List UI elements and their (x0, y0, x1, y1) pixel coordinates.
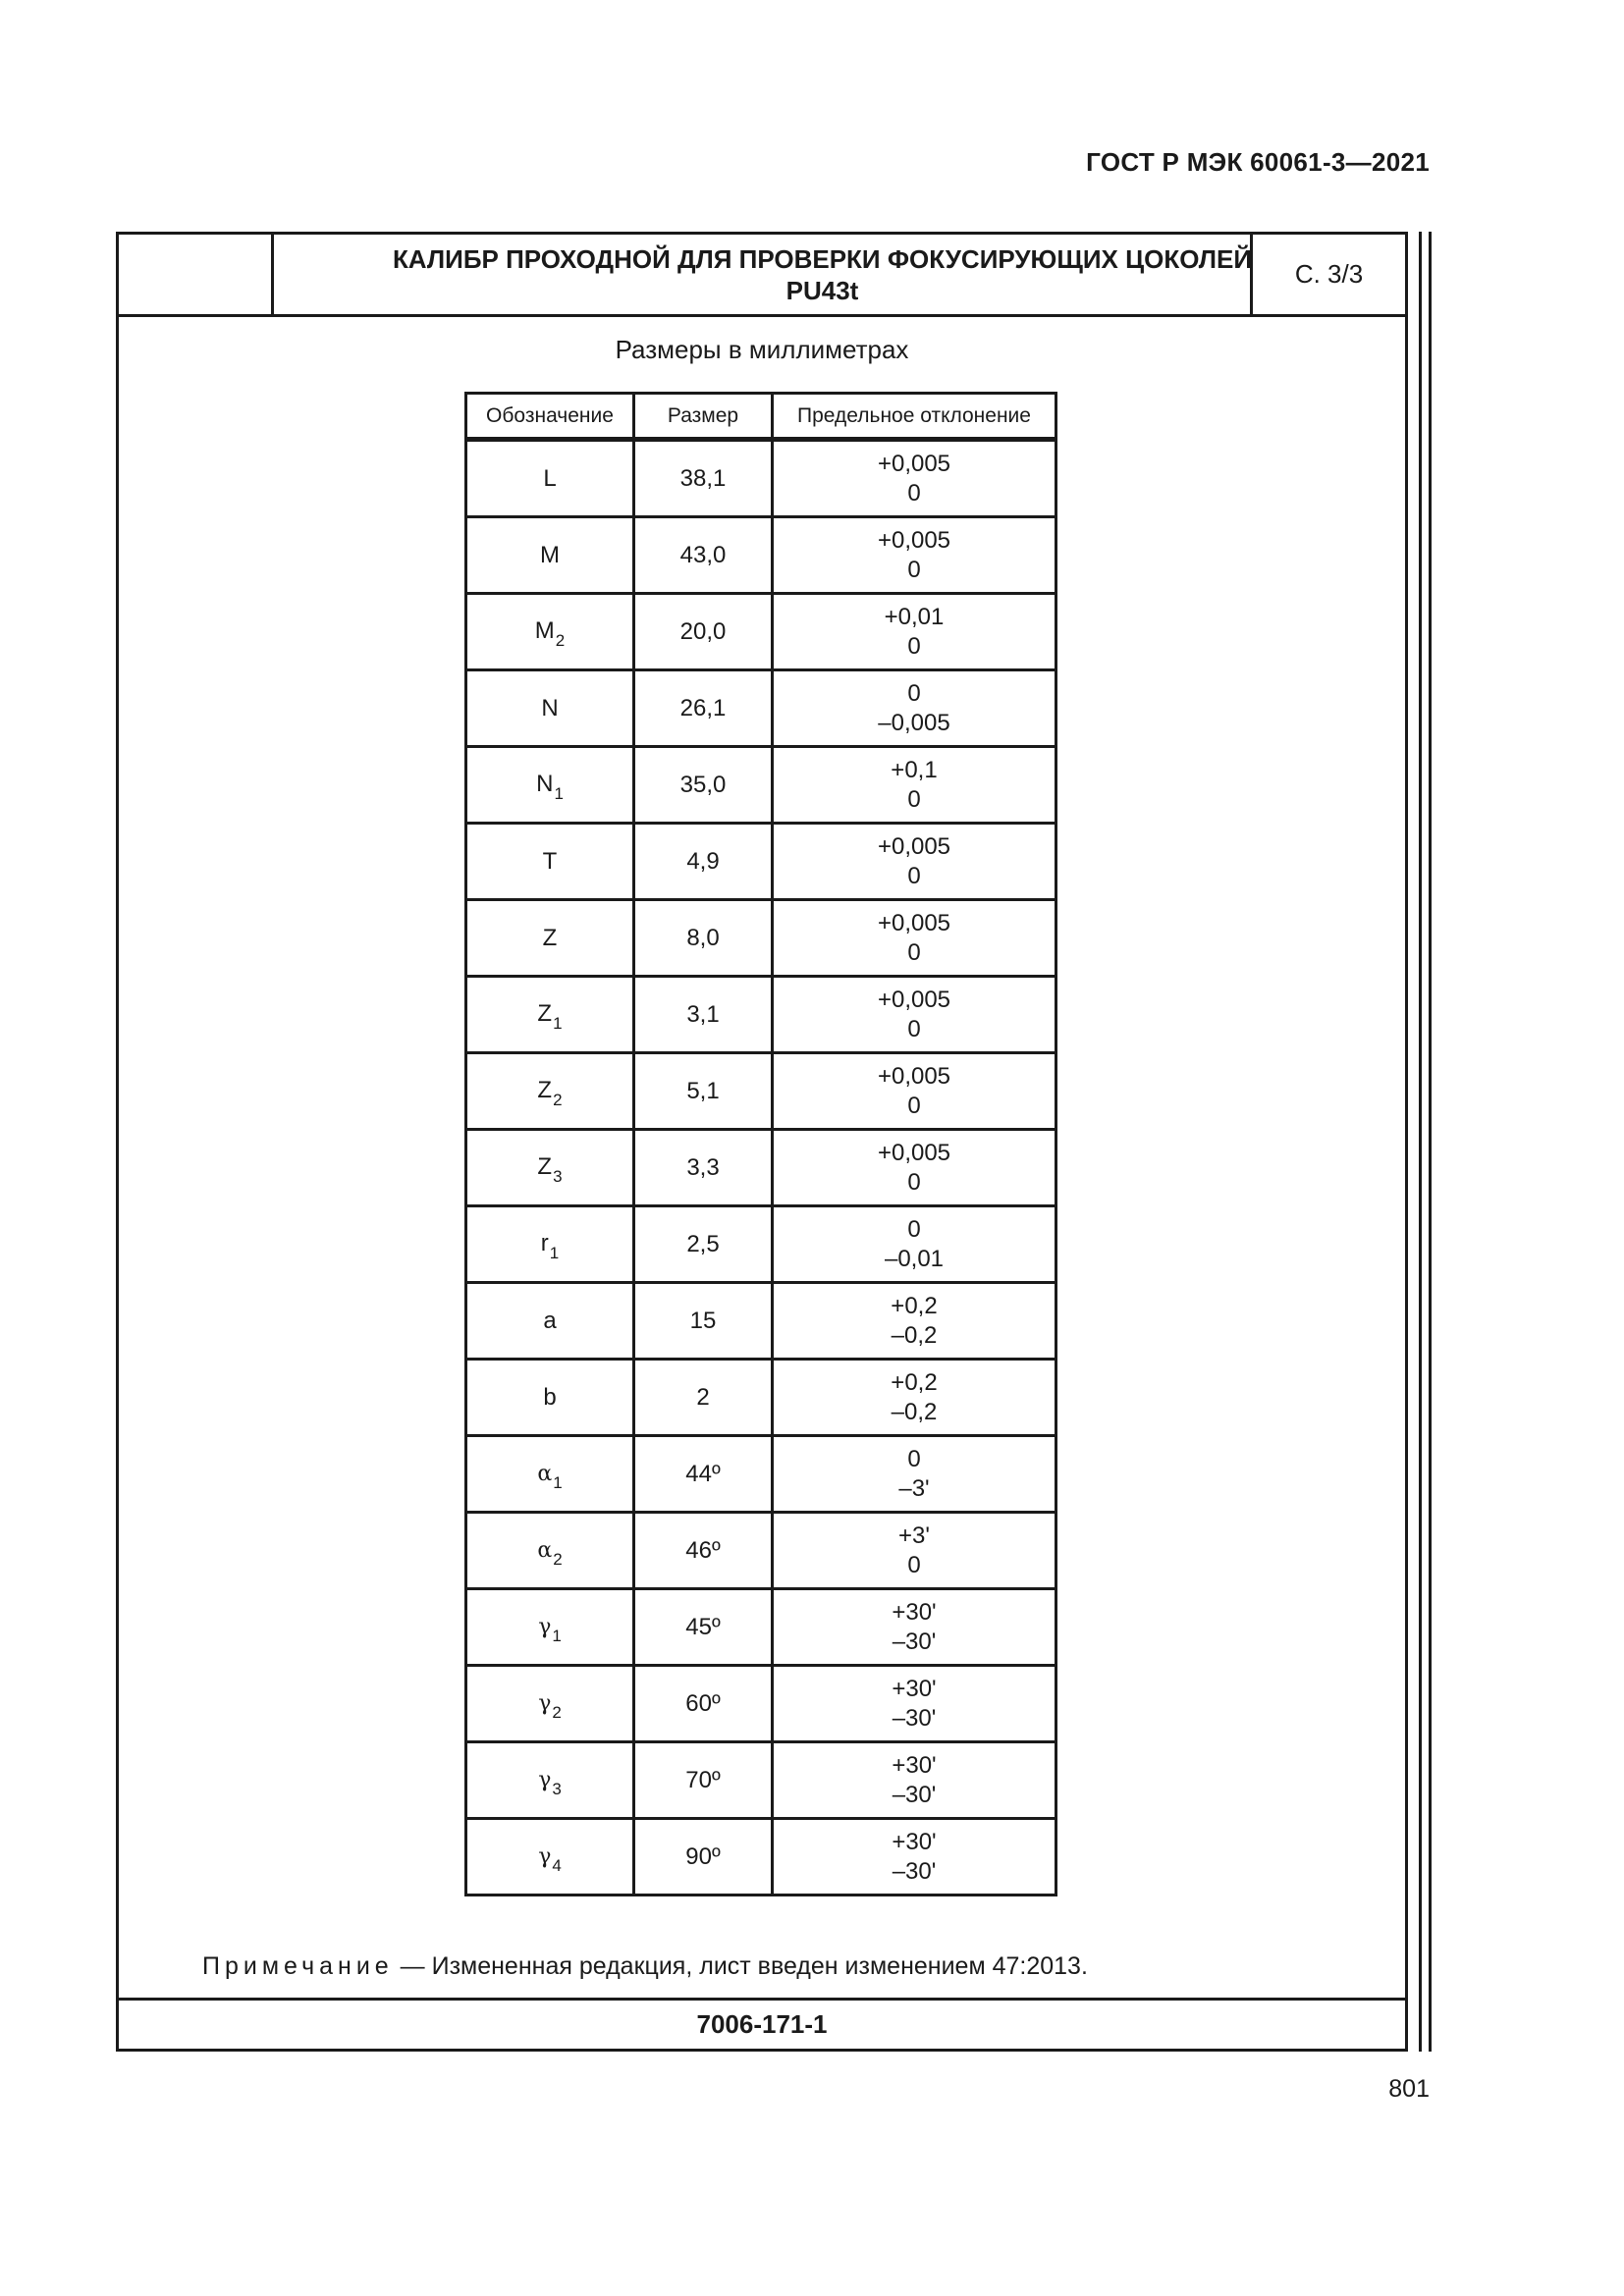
tolerance-cell (773, 1436, 1056, 1513)
symbol-subscript: 1 (553, 1013, 563, 1033)
lower-deviation: 0 (907, 1551, 921, 1578)
tolerance-cell (773, 824, 1056, 900)
page-number: 801 (1388, 2075, 1430, 2103)
lower-deviation: 0 (907, 785, 921, 813)
upper-deviation: +30' (892, 1598, 937, 1626)
symbol: Z (537, 999, 553, 1027)
upper-deviation: 0 (907, 679, 921, 707)
drawing-frame (116, 232, 1408, 2052)
title-block-blank-cell (119, 235, 274, 314)
tolerance-cell (773, 747, 1056, 824)
lower-deviation: 0 (907, 1092, 921, 1119)
symbol: γ (538, 1690, 552, 1716)
size-cell: 15 (634, 1283, 773, 1360)
upper-deviation: +0,005 (877, 1139, 951, 1166)
size-cell: 43,0 (634, 517, 773, 594)
tolerance-cell (773, 1283, 1056, 1360)
table-row (466, 1053, 1056, 1130)
symbol: b (543, 1383, 557, 1411)
symbol: α (537, 1537, 553, 1563)
symbol-subscript: 1 (554, 783, 564, 803)
symbol-subscript: 1 (553, 1472, 563, 1492)
symbol-subscript: 3 (552, 1779, 562, 1798)
upper-deviation: +0,005 (877, 909, 951, 936)
table-row (466, 1283, 1056, 1360)
column-header: Размер (634, 394, 773, 440)
size-cell: 44º (634, 1436, 773, 1513)
symbol: M (534, 616, 555, 644)
table-row (466, 1666, 1056, 1742)
size-cell: 35,0 (634, 747, 773, 824)
tolerance-cell (773, 1206, 1056, 1283)
tolerance-cell (773, 1130, 1056, 1206)
symbol-cell (466, 900, 634, 977)
lower-deviation: 0 (907, 862, 921, 889)
symbol-cell (466, 977, 634, 1053)
symbol-cell (466, 1436, 634, 1513)
symbol-cell (466, 670, 634, 747)
symbol: T (542, 847, 558, 875)
table-header-row (466, 394, 1056, 440)
tolerance-cell (773, 1360, 1056, 1436)
tolerance-cell (773, 1742, 1056, 1819)
symbol-subscript: 4 (552, 1855, 562, 1875)
table-row (466, 1513, 1056, 1589)
lower-deviation: –0,005 (878, 709, 950, 736)
lower-deviation: –30' (892, 1704, 937, 1732)
symbol-cell (466, 1742, 634, 1819)
tolerance-cell (773, 977, 1056, 1053)
upper-deviation: +0,01 (884, 603, 945, 630)
symbol-cell (466, 1513, 634, 1589)
table-body (466, 440, 1056, 1896)
symbol-cell (466, 594, 634, 670)
symbol: γ (538, 1843, 552, 1869)
lower-deviation: –30' (892, 1857, 937, 1885)
upper-deviation: +30' (892, 1675, 937, 1702)
symbol-subscript: 1 (552, 1626, 562, 1645)
size-cell: 20,0 (634, 594, 773, 670)
frame-double-rule (1419, 232, 1422, 2052)
symbol: γ (538, 1767, 552, 1792)
lower-deviation: –0,2 (891, 1321, 938, 1349)
symbol-cell (466, 1206, 634, 1283)
size-cell: 5,1 (634, 1053, 773, 1130)
size-cell: 26,1 (634, 670, 773, 747)
symbol-cell (466, 1283, 634, 1360)
upper-deviation: +0,005 (877, 450, 951, 477)
tolerance-cell (773, 594, 1056, 670)
upper-deviation: +30' (892, 1751, 937, 1779)
size-cell: 3,3 (634, 1130, 773, 1206)
upper-deviation: +3' (898, 1522, 930, 1549)
tolerance-cell (773, 440, 1056, 517)
symbol: Z (537, 1076, 553, 1103)
upper-deviation: +0,2 (891, 1368, 938, 1396)
symbol: α (537, 1461, 553, 1486)
upper-deviation: +0,005 (877, 1062, 951, 1090)
note (202, 1952, 1088, 1981)
symbol-cell (466, 824, 634, 900)
size-cell: 2,5 (634, 1206, 773, 1283)
symbol: r (540, 1229, 549, 1256)
table-row (466, 1819, 1056, 1896)
symbol-subscript: 1 (549, 1243, 560, 1262)
symbol-subscript: 2 (553, 1090, 563, 1109)
symbol-cell (466, 1053, 634, 1130)
size-cell: 38,1 (634, 440, 773, 517)
symbol-cell (466, 1360, 634, 1436)
symbol-cell (466, 1589, 634, 1666)
upper-deviation: +0,005 (877, 832, 951, 860)
symbol-cell (466, 747, 634, 824)
symbol-cell (466, 440, 634, 517)
tolerance-cell (773, 1053, 1056, 1130)
drawing-number: 7006-171-1 (119, 1998, 1405, 2049)
symbol-cell (466, 1666, 634, 1742)
sheet-title-line: PU43t (785, 275, 859, 305)
lower-deviation: –0,01 (884, 1245, 945, 1272)
lower-deviation: 0 (907, 556, 921, 583)
lower-deviation: 0 (907, 479, 921, 507)
note-text: — Измененная редакция, лист введен изменением 47:2013. (393, 1952, 1088, 1980)
table-row (466, 1360, 1056, 1436)
title-block (119, 235, 1405, 317)
sheet-title-line: КАЛИБР ПРОХОДНОЙ ДЛЯ ПРОВЕРКИ ФОКУСИРУЮЩИХ ЦОКОЛЕЙ (392, 243, 1253, 274)
size-cell: 60º (634, 1666, 773, 1742)
size-cell: 4,9 (634, 824, 773, 900)
standard-code: ГОСТ Р МЭК 60061-3—2021 (1086, 147, 1430, 177)
symbol-subscript: 3 (553, 1166, 563, 1186)
size-cell: 70º (634, 1742, 773, 1819)
tolerance-cell (773, 900, 1056, 977)
size-cell: 90º (634, 1819, 773, 1896)
lower-deviation: 0 (907, 938, 921, 966)
dimensions-table (464, 392, 1057, 1896)
table-row (466, 1742, 1056, 1819)
lower-deviation: –3' (898, 1474, 930, 1502)
symbol-cell (466, 1819, 634, 1896)
upper-deviation: +0,1 (891, 756, 938, 783)
size-cell: 45º (634, 1589, 773, 1666)
lower-deviation: 0 (907, 1015, 921, 1042)
upper-deviation: +30' (892, 1828, 937, 1855)
symbol-cell (466, 1130, 634, 1206)
lower-deviation: 0 (907, 632, 921, 660)
size-cell: 2 (634, 1360, 773, 1436)
upper-deviation: +0,005 (877, 526, 951, 554)
table-row (466, 517, 1056, 594)
table-row (466, 747, 1056, 824)
symbol-subscript: 2 (552, 1702, 562, 1722)
symbol: L (543, 464, 557, 492)
frame-double-rule (1429, 232, 1432, 2052)
tolerance-cell (773, 517, 1056, 594)
column-header: Обозначение (466, 394, 634, 440)
table-row (466, 1206, 1056, 1283)
tolerance-cell (773, 1589, 1056, 1666)
symbol: Z (542, 924, 558, 951)
size-cell: 3,1 (634, 977, 773, 1053)
table-row (466, 440, 1056, 517)
table-row (466, 1589, 1056, 1666)
table-row (466, 977, 1056, 1053)
table-row (466, 1436, 1056, 1513)
symbol-cell (466, 517, 634, 594)
lower-deviation: –0,2 (891, 1398, 938, 1425)
symbol: a (543, 1307, 557, 1334)
symbol: Z (537, 1152, 553, 1180)
table-row (466, 1130, 1056, 1206)
upper-deviation: +0,2 (891, 1292, 938, 1319)
tolerance-cell (773, 1666, 1056, 1742)
note-label: Примечание (202, 1952, 394, 1980)
sheet-title (274, 235, 1371, 314)
size-cell: 8,0 (634, 900, 773, 977)
symbol: N (536, 770, 554, 797)
column-header: Предельное отклонение (773, 394, 1056, 440)
lower-deviation: –30' (892, 1628, 937, 1655)
tolerance-cell (773, 1513, 1056, 1589)
table-row (466, 594, 1056, 670)
symbol: N (541, 694, 559, 721)
lower-deviation: 0 (907, 1168, 921, 1196)
upper-deviation: +0,005 (877, 986, 951, 1013)
upper-deviation: 0 (907, 1445, 921, 1472)
symbol-subscript: 2 (553, 1549, 563, 1569)
symbol-subscript: 2 (555, 630, 566, 650)
units-caption: Размеры в миллиметрах (615, 335, 909, 364)
upper-deviation: 0 (907, 1215, 921, 1243)
table-row (466, 900, 1056, 977)
symbol: γ (538, 1614, 552, 1639)
size-cell: 46º (634, 1513, 773, 1589)
symbol: M (540, 541, 560, 568)
lower-deviation: –30' (892, 1781, 937, 1808)
tolerance-cell (773, 670, 1056, 747)
table-row (466, 824, 1056, 900)
tolerance-cell (773, 1819, 1056, 1896)
sheet-number: С. 3/3 (1250, 235, 1405, 314)
table-row (466, 670, 1056, 747)
